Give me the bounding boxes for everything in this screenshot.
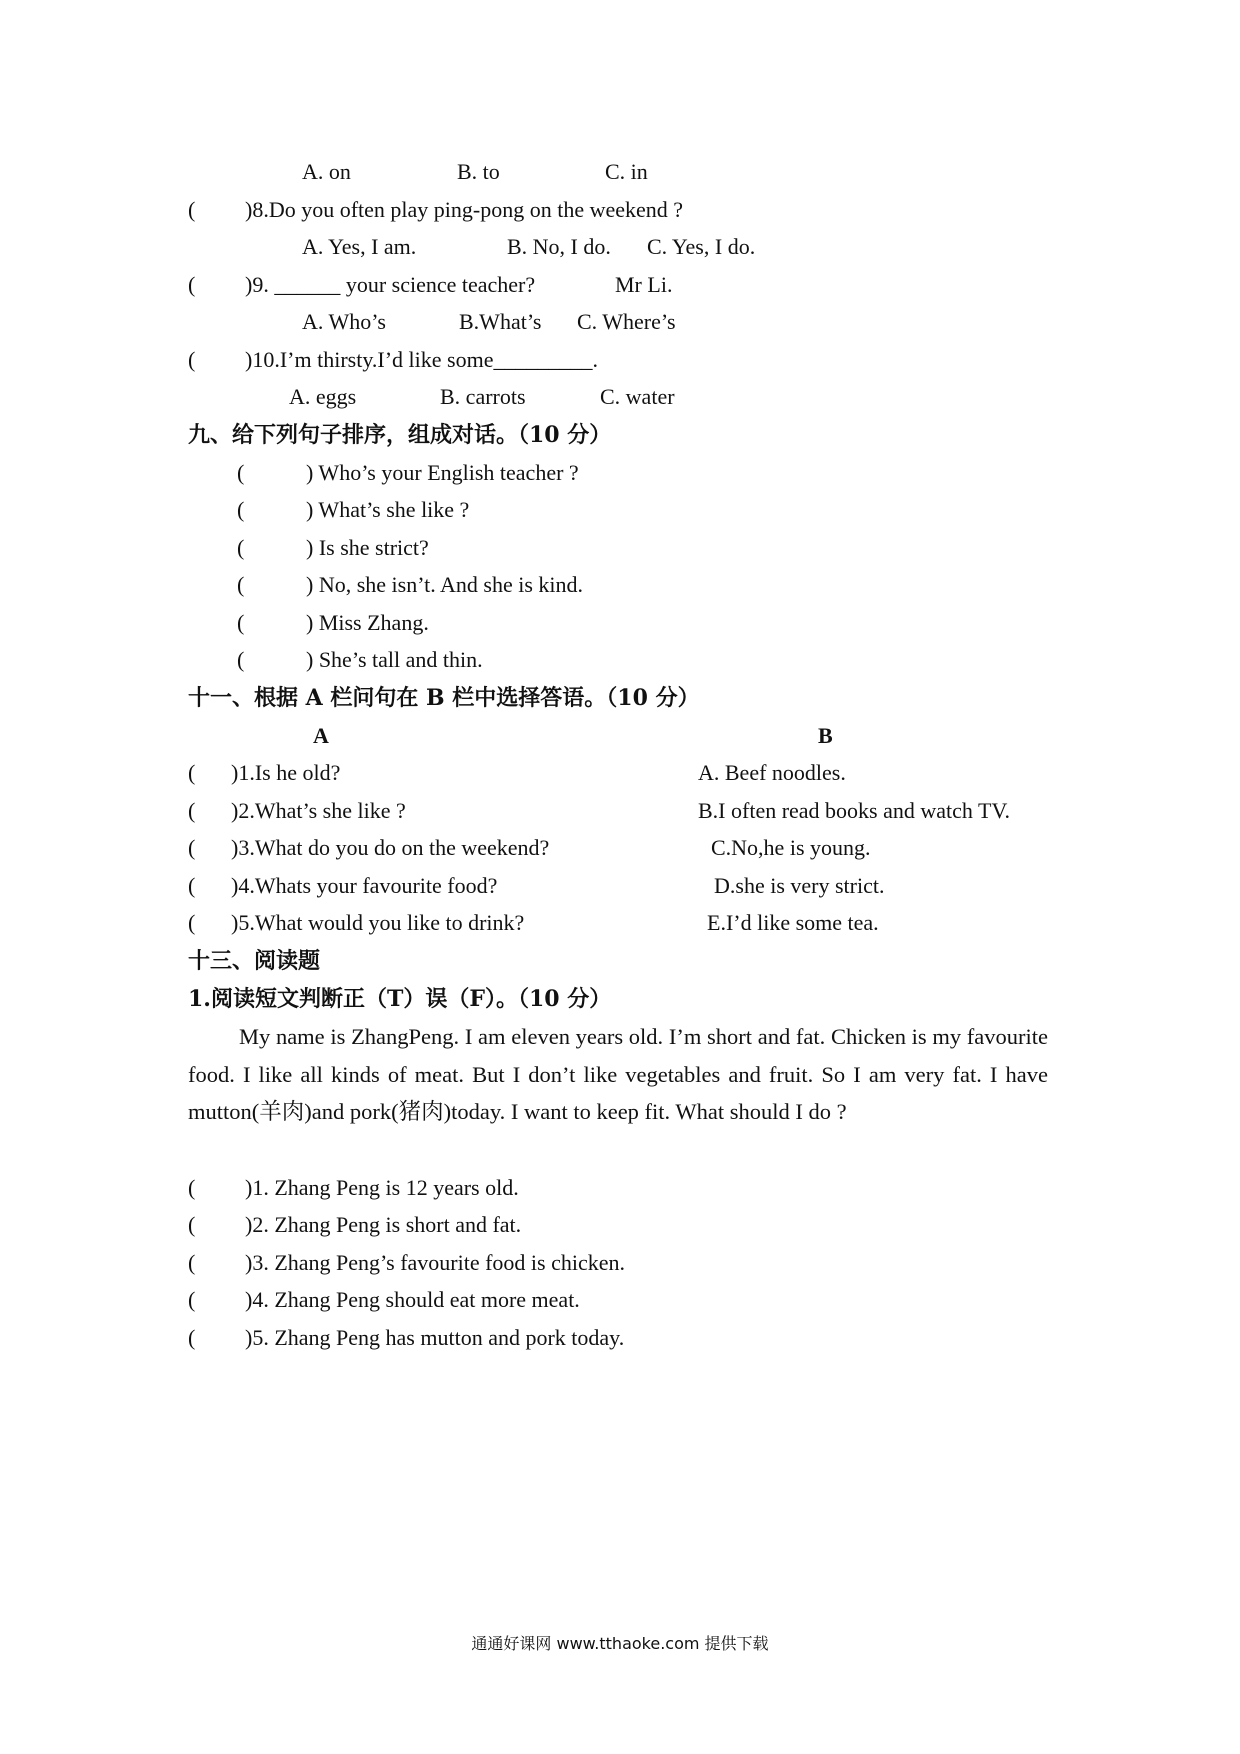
answer-blank-paren: ( bbox=[188, 1212, 196, 1237]
q10-option-a: A. eggs bbox=[289, 384, 357, 409]
answer-blank-paren: ( bbox=[237, 572, 245, 597]
answer-blank-paren: ( bbox=[188, 760, 196, 785]
q9-option-b: B.What’s bbox=[459, 309, 542, 334]
q10-option-c: C. water bbox=[600, 384, 675, 409]
q8-option-a: A. Yes, I am. bbox=[302, 234, 417, 259]
answer-blank-paren: ( bbox=[188, 910, 196, 935]
answer-blank-paren: ( bbox=[188, 272, 196, 297]
answer-blank-paren: ( bbox=[237, 497, 245, 522]
question-text: )8.Do you often play ping-pong on the weekend ? bbox=[245, 197, 684, 222]
true-false-statement: )5. Zhang Peng has mutton and pork today. bbox=[245, 1325, 625, 1350]
q8-option-b: B. No, I do. bbox=[507, 234, 611, 259]
question-a: )1.Is he old? bbox=[231, 760, 341, 785]
q7-option-b: B. to bbox=[457, 159, 500, 184]
dialogue-sentence: ) She’s tall and thin. bbox=[306, 647, 483, 672]
answer-blank-paren: ( bbox=[188, 1287, 196, 1312]
column-b-header: B bbox=[818, 723, 833, 748]
answer-blank-paren: ( bbox=[188, 1175, 196, 1200]
reading-passage: My name is ZhangPeng. I am eleven years old. I’m short and fat. Chicken is my favourite food. I like all kinds of meat. But I don’t like vegetables and fruit. So I am very fat. I have mutton(羊肉)and pork(猪肉)today. I want to keep fit. What should I do ? bbox=[188, 1024, 1048, 1124]
answer-blank-paren: ( bbox=[237, 460, 245, 485]
q9-answer: Mr Li. bbox=[615, 272, 673, 297]
dialogue-sentence: ) Miss Zhang. bbox=[306, 610, 429, 635]
q9-option-a: A. Who’s bbox=[302, 309, 386, 334]
answer-blank-paren: ( bbox=[237, 610, 245, 635]
column-a-header: A bbox=[313, 723, 329, 748]
true-false-statement: )3. Zhang Peng’s favourite food is chicken. bbox=[245, 1250, 626, 1275]
answer-blank-paren: ( bbox=[237, 535, 245, 560]
answer-b: B.I often read books and watch TV. bbox=[698, 798, 1011, 823]
answer-blank-paren: ( bbox=[188, 1325, 196, 1350]
q8-option-c: C. Yes, I do. bbox=[647, 234, 756, 259]
section-title: 九、给下列句子排序，组成对话。（10 分） bbox=[188, 422, 612, 448]
answer-blank-paren: ( bbox=[188, 1250, 196, 1275]
dialogue-sentence: ) Is she strict? bbox=[306, 535, 429, 560]
answer-b: A. Beef noodles. bbox=[698, 760, 846, 785]
question-a: )2.What’s she like ? bbox=[231, 798, 406, 823]
answer-blank-paren: ( bbox=[188, 873, 196, 898]
true-false-statement: )2. Zhang Peng is short and fat. bbox=[245, 1212, 522, 1237]
question-a: )5.What would you like to drink? bbox=[231, 910, 525, 935]
dialogue-sentence: ) Who’s your English teacher ? bbox=[306, 460, 579, 485]
question-a: )3.What do you do on the weekend? bbox=[231, 835, 550, 860]
section-title: 十一、根据 A 栏问句在 B 栏中选择答语。（10 分） bbox=[188, 685, 700, 711]
question-a: )4.Whats your favourite food? bbox=[231, 873, 498, 898]
answer-blank-paren: ( bbox=[188, 835, 196, 860]
page-footer: 通通好课网 www.tthaoke.com 提供下载 bbox=[471, 1634, 769, 1653]
answer-blank-paren: ( bbox=[237, 647, 245, 672]
section-title: 十三、阅读题 bbox=[188, 948, 321, 974]
answer-b: C.No,he is young. bbox=[711, 835, 871, 860]
question-text: )10.I’m thirsty.I’d like some_________. bbox=[245, 347, 598, 372]
q9-option-c: C. Where’s bbox=[577, 309, 676, 334]
true-false-statement: )1. Zhang Peng is 12 years old. bbox=[245, 1175, 519, 1200]
q7-option-c: C. in bbox=[605, 159, 648, 184]
answer-blank-paren: ( bbox=[188, 798, 196, 823]
q7-option-a: A. on bbox=[302, 159, 351, 184]
true-false-statement: )4. Zhang Peng should eat more meat. bbox=[245, 1287, 580, 1312]
answer-blank-paren: ( bbox=[188, 197, 196, 222]
dialogue-sentence: ) No, she isn’t. And she is kind. bbox=[306, 572, 584, 597]
answer-b: E.I’d like some tea. bbox=[707, 910, 879, 935]
question-text: )9. ______ your science teacher? bbox=[245, 272, 536, 297]
subsection-title: 1.阅读短文判断正（T）误（F）。（10 分） bbox=[188, 986, 612, 1012]
answer-b: D.she is very strict. bbox=[714, 873, 885, 898]
dialogue-sentence: ) What’s she like ? bbox=[306, 497, 470, 522]
answer-blank-paren: ( bbox=[188, 347, 196, 372]
q10-option-b: B. carrots bbox=[440, 384, 526, 409]
